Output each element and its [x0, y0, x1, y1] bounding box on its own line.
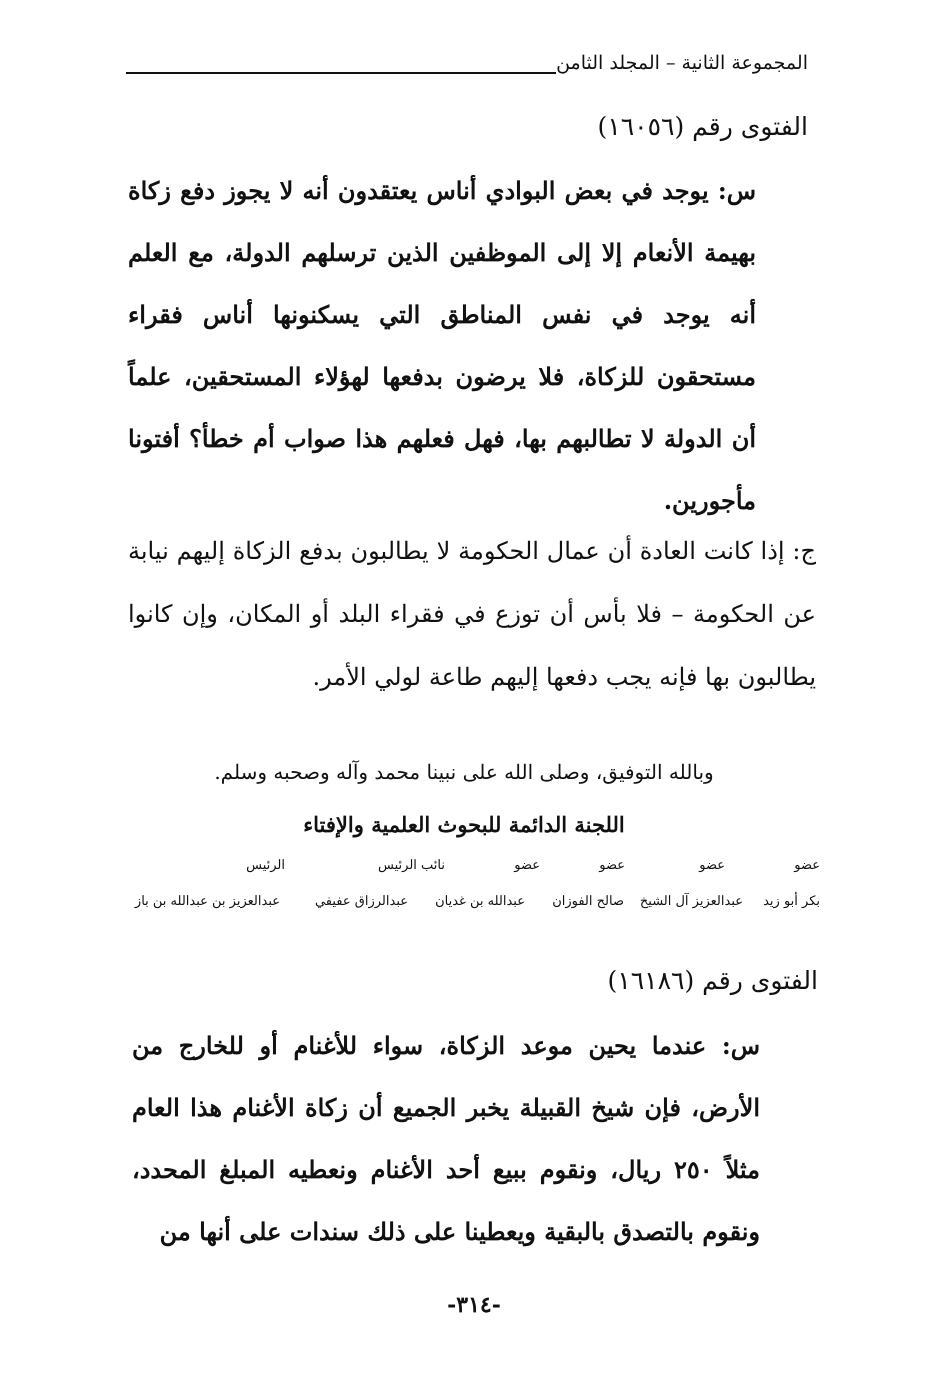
fatwa-question: س: عندما يحين موعد الزكاة، سواء للأغنام أو للخارج من الأرض، فإن شيخ القبيلة يخبر الجميع أن زكاة الأغنام هذا العام مثلاً ٢٥٠ ريال، ونقوم ببيع أحد الأغنام ونعطيه المبلغ المحدد، ونقوم بالتصدق بالبقية ويعطينا على ذلك سندات على أنها من — [132, 1031, 761, 1246]
signatory-role: عضو — [514, 858, 540, 873]
signatory-name: صالح الفوزان — [552, 894, 624, 909]
fatwa-heading: الفتوى رقم (١٦١٨٦) — [607, 966, 818, 995]
signatory-name: بكر أبو زيد — [763, 894, 820, 909]
header-rule — [126, 72, 556, 74]
fatwa-heading: الفتوى رقم (١٦٠٥٦) — [597, 112, 808, 141]
signatory-name: عبدالعزيز آل الشيخ — [639, 894, 743, 909]
signatory-role: عضو — [699, 858, 725, 873]
committee-name: اللجنة الدائمة للبحوث العلمية والإفتاء — [303, 812, 625, 837]
signatory-name: عبدالله بن غديان — [435, 894, 525, 909]
signatory-role: نائب الرئيس — [378, 858, 445, 873]
signatory-role: عضو — [599, 858, 625, 873]
page-number: -٣١٤- — [447, 1292, 501, 1318]
signatory-names — [120, 894, 820, 916]
closing-formula: وبالله التوفيق، وصلى الله على نبينا محمد وآله وصحبه وسلم. — [214, 760, 714, 784]
fatwa-answer: ج: إذا كانت العادة أن عمال الحكومة لا يطالبون بدفع الزكاة إليهم نيابة عن الحكومة – فلا بأس أن توزع في فقراء البلد أو المكان، وإن كانوا يطالبون بها فإنه يجب دفعها إليهم طاعة لولي الأمر. — [128, 537, 816, 691]
running-head: المجموعة الثانية – المجلد الثامن — [556, 52, 808, 74]
signatory-roles — [120, 858, 820, 880]
fatwa-question: س: يوجد في بعض البوادي أناس يعتقدون أنه لا يجوز دفع زكاة بهيمة الأنعام إلا إلى الموظفين الذين ترسلهم الدولة، مع العلم أنه يوجد في نفس المناطق التي يسكنونها أناس فقراء مستحقون للزكاة، فلا يرضون بدفعها لهؤلاء المستحقين، علماً أن الدولة لا تطالبهم بها، فهل فعلهم هذا صواب أم خطأ؟ أفتونا مأجورين. — [128, 176, 756, 515]
signatory-name: عبدالعزيز بن عبدالله بن باز — [134, 894, 280, 909]
signatory-name: عبدالرزاق عفيفي — [314, 894, 408, 909]
signatory-role: عضو — [794, 858, 820, 873]
signatory-role: الرئيس — [246, 858, 285, 873]
